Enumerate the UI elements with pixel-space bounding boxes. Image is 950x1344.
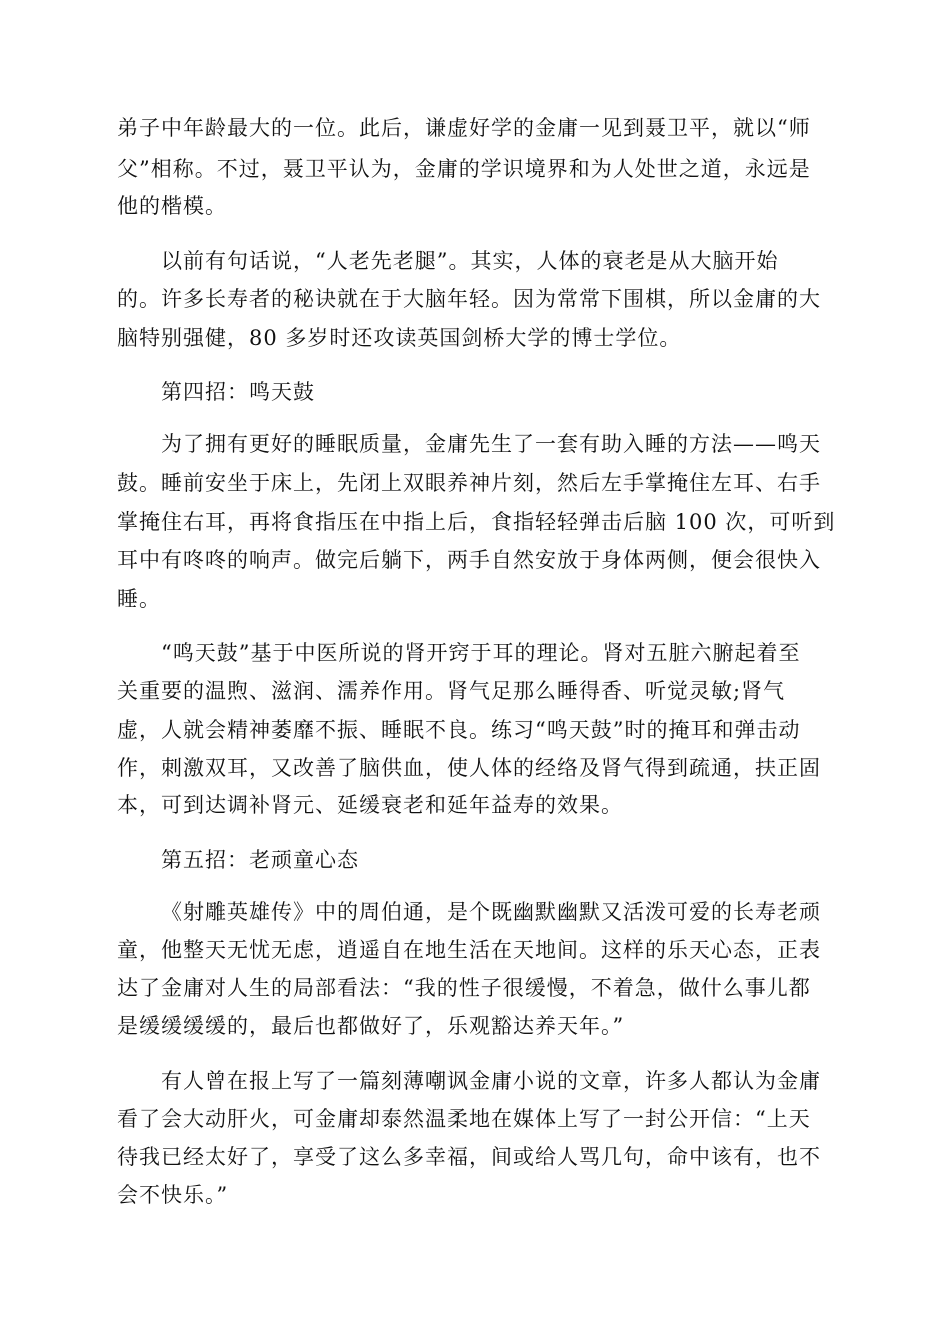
text-line: 关重要的温煦、滋润、濡养作用。肾气足那么睡得香、听觉灵敏;肾气 — [117, 679, 786, 703]
text-line: 作，刺激双耳，又改善了脑供血，使人体的经络及肾气得到疏通，扶正固 — [117, 756, 821, 780]
text-line: 有人曾在报上写了一篇刻薄嘲讽金庸小说的文章，许多人都认为金庸 — [161, 1069, 821, 1093]
text-line: 会不快乐。” — [117, 1183, 229, 1207]
text-line: 鼓。睡前安坐于床上，先闭上双眼养神片刻，然后左手掌掩住左耳、右手 — [117, 471, 821, 495]
text-line: 待我已经太好了，享受了这么多幸福，间或给人骂几句，命中该有，也不 — [117, 1145, 821, 1169]
text-line: 他的楷模。 — [117, 194, 227, 218]
text-line: “鸣天鼓”基于中医所说的肾开窍于耳的理论。肾对五脏六腑起着至 — [161, 641, 801, 665]
text-line: 童，他整天无忧无虑，逍遥自在地生活在天地间。这样的乐天心态，正表 — [117, 938, 821, 962]
text-line: 的。许多长寿者的秘诀就在于大脑年轻。因为常常下围棋，所以金庸的大 — [117, 287, 821, 311]
text-line: 虚，人就会精神萎靡不振、睡眠不良。练习“鸣天鼓”时的掩耳和弹击动 — [117, 718, 801, 742]
text-line: 弟子中年龄最大的一位。此后，谦虚好学的金庸一见到聂卫平，就以“师 — [117, 116, 811, 140]
text-line: 父”相称。不过，聂卫平认为，金庸的学识境界和为人处世之道，永远是 — [117, 157, 811, 181]
section-heading: 第五招：老顽童心态 — [161, 848, 359, 872]
text-line: 为了拥有更好的睡眠质量，金庸先生了一套有助入睡的方法——鸣天 — [161, 432, 821, 456]
text-line: 掌掩住右耳，再将食指压在中指上后，食指轻轻弹击后脑 100 次，可听到 — [117, 510, 836, 534]
text-line: 达了金庸对人生的局部看法：“我的性子很缓慢，不着急，做什么事儿都 — [117, 976, 811, 1000]
section-heading: 第四招：鸣天鼓 — [161, 380, 315, 404]
text-line: 脑特别强健，80 多岁时还攻读英国剑桥大学的博士学位。 — [117, 326, 682, 350]
text-line: 以前有句话说，“人老先老腿”。其实，人体的衰老是从大脑开始 — [161, 249, 779, 273]
text-line: 《射雕英雄传》中的周伯通，是个既幽默幽默又活泼可爱的长寿老顽 — [161, 900, 821, 924]
text-line: 看了会大动肝火，可金庸却泰然温柔地在媒体上写了一封公开信：“上天 — [117, 1107, 811, 1131]
text-line: 是缓缓缓缓的，最后也都做好了，乐观豁达养天年。” — [117, 1014, 625, 1038]
text-line: 本，可到达调补肾元、延缓衰老和延年益寿的效果。 — [117, 793, 623, 817]
text-line: 睡。 — [117, 587, 161, 611]
text-line: 耳中有咚咚的响声。做完后躺下，两手自然安放于身体两侧，便会很快入 — [117, 548, 821, 572]
